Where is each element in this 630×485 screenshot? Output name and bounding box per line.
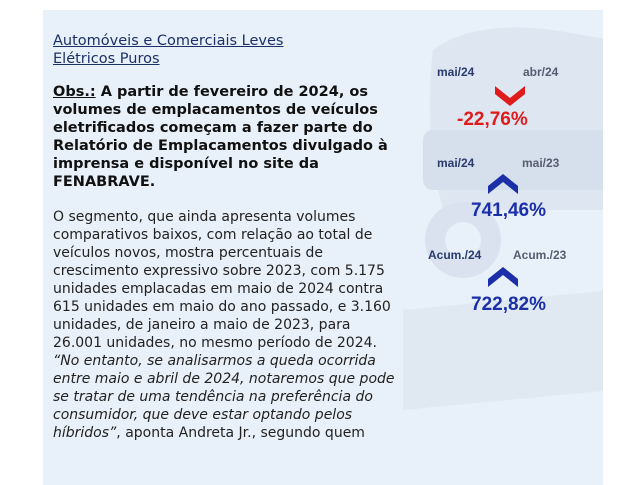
chevron-down-icon (493, 84, 527, 108)
chevron-up-icon (486, 265, 520, 289)
section-title-line1[interactable]: Automóveis e Comerciais Leves (53, 33, 284, 49)
stat-3-value: 722,82% (471, 294, 547, 315)
stat-1-label-previous: abr/24 (523, 65, 559, 79)
article-body (53, 208, 403, 442)
section-title-line2[interactable]: Elétricos Puros (53, 51, 160, 67)
section-title[interactable] (53, 32, 393, 68)
stat-2-label-previous: mai/23 (522, 156, 560, 170)
stat-2-value: 741,46% (471, 200, 547, 221)
article-text: O segmento, que ainda apresenta volumes comparativos baixos, com relação ao total de veículos novos, mostra percentuais de crescimento expressivo sobre 2023, com 5.175 unidades emplacadas em maio de 2024 contra 615 unidades em maio do ano passado, e 3.160 unidades, de janeiro a maio de 2023, para 26.001 unidades, no mesmo período de 2024. (53, 209, 391, 351)
stat-3-label-current: Acum./24 (428, 248, 482, 262)
observation-prefix: Obs.: (53, 84, 96, 100)
observation-note (53, 83, 401, 191)
stat-1-value: -22,76% (457, 109, 528, 130)
stat-2-label-current: mai/24 (437, 156, 475, 170)
stat-1-label-current: mai/24 (437, 65, 475, 79)
stat-3-label-previous: Acum./23 (513, 248, 567, 262)
observation-text: A partir de fevereiro de 2024, os volumes de emplacamentos de veículos eletrificados começam a fazer parte do Relatório de Emplacamentos divulgado à imprensa e disponível no site da FENABRAVE. (53, 84, 388, 190)
chevron-up-icon (486, 172, 520, 196)
content-panel (43, 10, 603, 485)
article-text-tail: , aponta Andreta Jr., segundo quem (116, 425, 365, 441)
article-quote: “No entanto, se analisarmos a queda ocorrida entre maio e abril de 2024, notaremos que pode se tratar de uma tendência na preferência do consumidor, que deve estar optando pelos híbridos” (53, 353, 395, 441)
